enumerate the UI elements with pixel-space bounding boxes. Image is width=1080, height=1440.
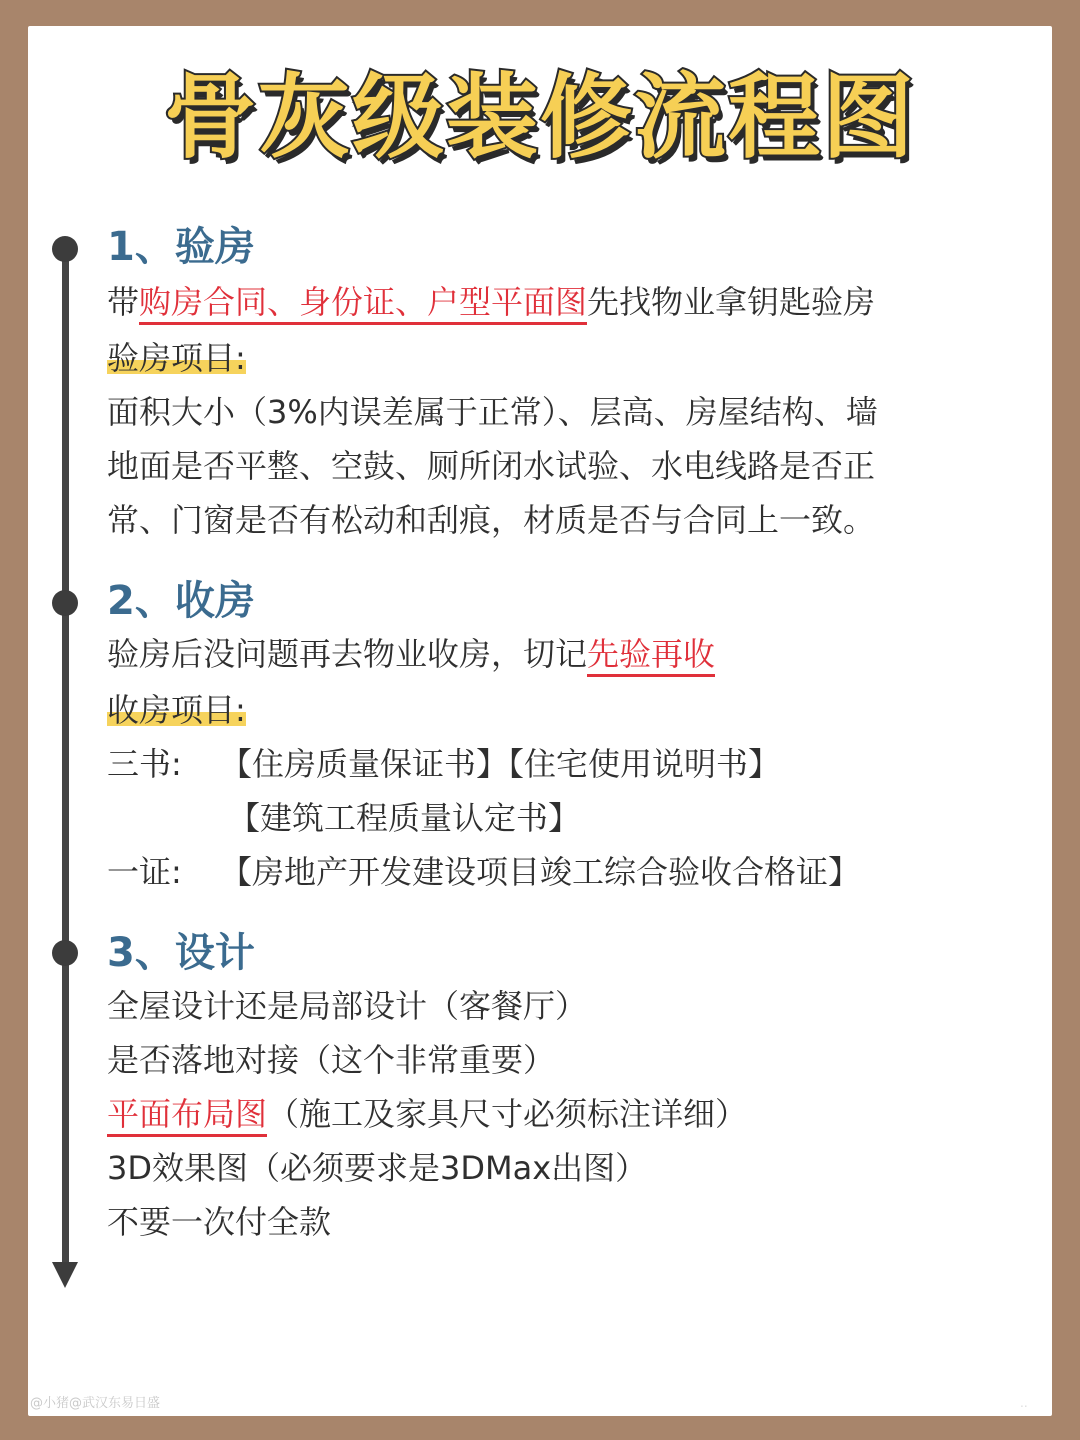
section-3-layout-line xyxy=(107,1092,747,1136)
section-1-items-label xyxy=(107,336,246,380)
section-2-heading: 2、收房 xyxy=(107,578,255,624)
section-1-body-line: 面积大小（3%内误差属于正常）、层高、房屋结构、墙 xyxy=(107,393,878,431)
section-1-intro-suffix: 先找物业拿钥匙验房 xyxy=(587,283,876,321)
section-3-layout-suffix: （施工及家具尺寸必须标注详细） xyxy=(267,1095,748,1133)
section-1-intro xyxy=(107,280,875,324)
timeline-dot-1 xyxy=(52,236,78,262)
page-title: 骨灰级装修流程图 xyxy=(163,64,916,171)
section-3-heading: 3、设计 xyxy=(107,930,255,976)
section-2-three-books-line2: 【建筑工程质量认定书】 xyxy=(228,799,581,837)
section-1-heading: 1、验房 xyxy=(107,224,255,270)
section-2-items-label xyxy=(107,688,246,732)
section-3-line: 是否落地对接（这个非常重要） xyxy=(107,1041,556,1079)
section-1-intro-prefix: 带 xyxy=(107,283,140,321)
section-1-items-label-text: 验房项目: xyxy=(107,339,246,377)
section-3-line: 全屋设计还是局部设计（客餐厅） xyxy=(107,987,588,1025)
section-2-one-cert-label: 一证: xyxy=(107,853,182,891)
section-2-three-books-line1: 【住房质量保证书】【住宅使用说明书】 xyxy=(220,745,781,783)
corner-mark: .. xyxy=(1020,1396,1028,1410)
watermark: @小猪@武汉东易日盛 xyxy=(30,1396,161,1411)
section-3-layout-emphasis: 平面布局图 xyxy=(107,1095,267,1137)
section-2-one-cert-value: 【房地产开发建设项目竣工综合验收合格证】 xyxy=(220,853,861,891)
section-2-emphasis: 先验再收 xyxy=(587,635,715,677)
section-2-items-label-text: 收房项目: xyxy=(107,691,246,729)
section-3-line: 3D效果图（必须要求是3DMax出图） xyxy=(107,1149,648,1187)
section-2-intro xyxy=(107,632,715,676)
timeline-arrow-down-icon xyxy=(52,1262,78,1288)
section-1-required-docs: 购房合同、身份证、户型平面图 xyxy=(139,283,587,325)
timeline-dot-2 xyxy=(52,590,78,616)
section-2-three-books-label: 三书: xyxy=(107,745,182,783)
section-3-line: 不要一次付全款 xyxy=(107,1203,332,1241)
section-2-intro-prefix: 验房后没问题再去物业收房，切记 xyxy=(107,635,588,673)
timeline-line xyxy=(62,246,69,1266)
section-1-body-line: 地面是否平整、空鼓、厕所闭水试验、水电线路是否正 xyxy=(107,447,876,485)
section-1-body-line: 常、门窗是否有松动和刮痕，材质是否与合同上一致。 xyxy=(107,501,876,539)
timeline-dot-3 xyxy=(52,940,78,966)
